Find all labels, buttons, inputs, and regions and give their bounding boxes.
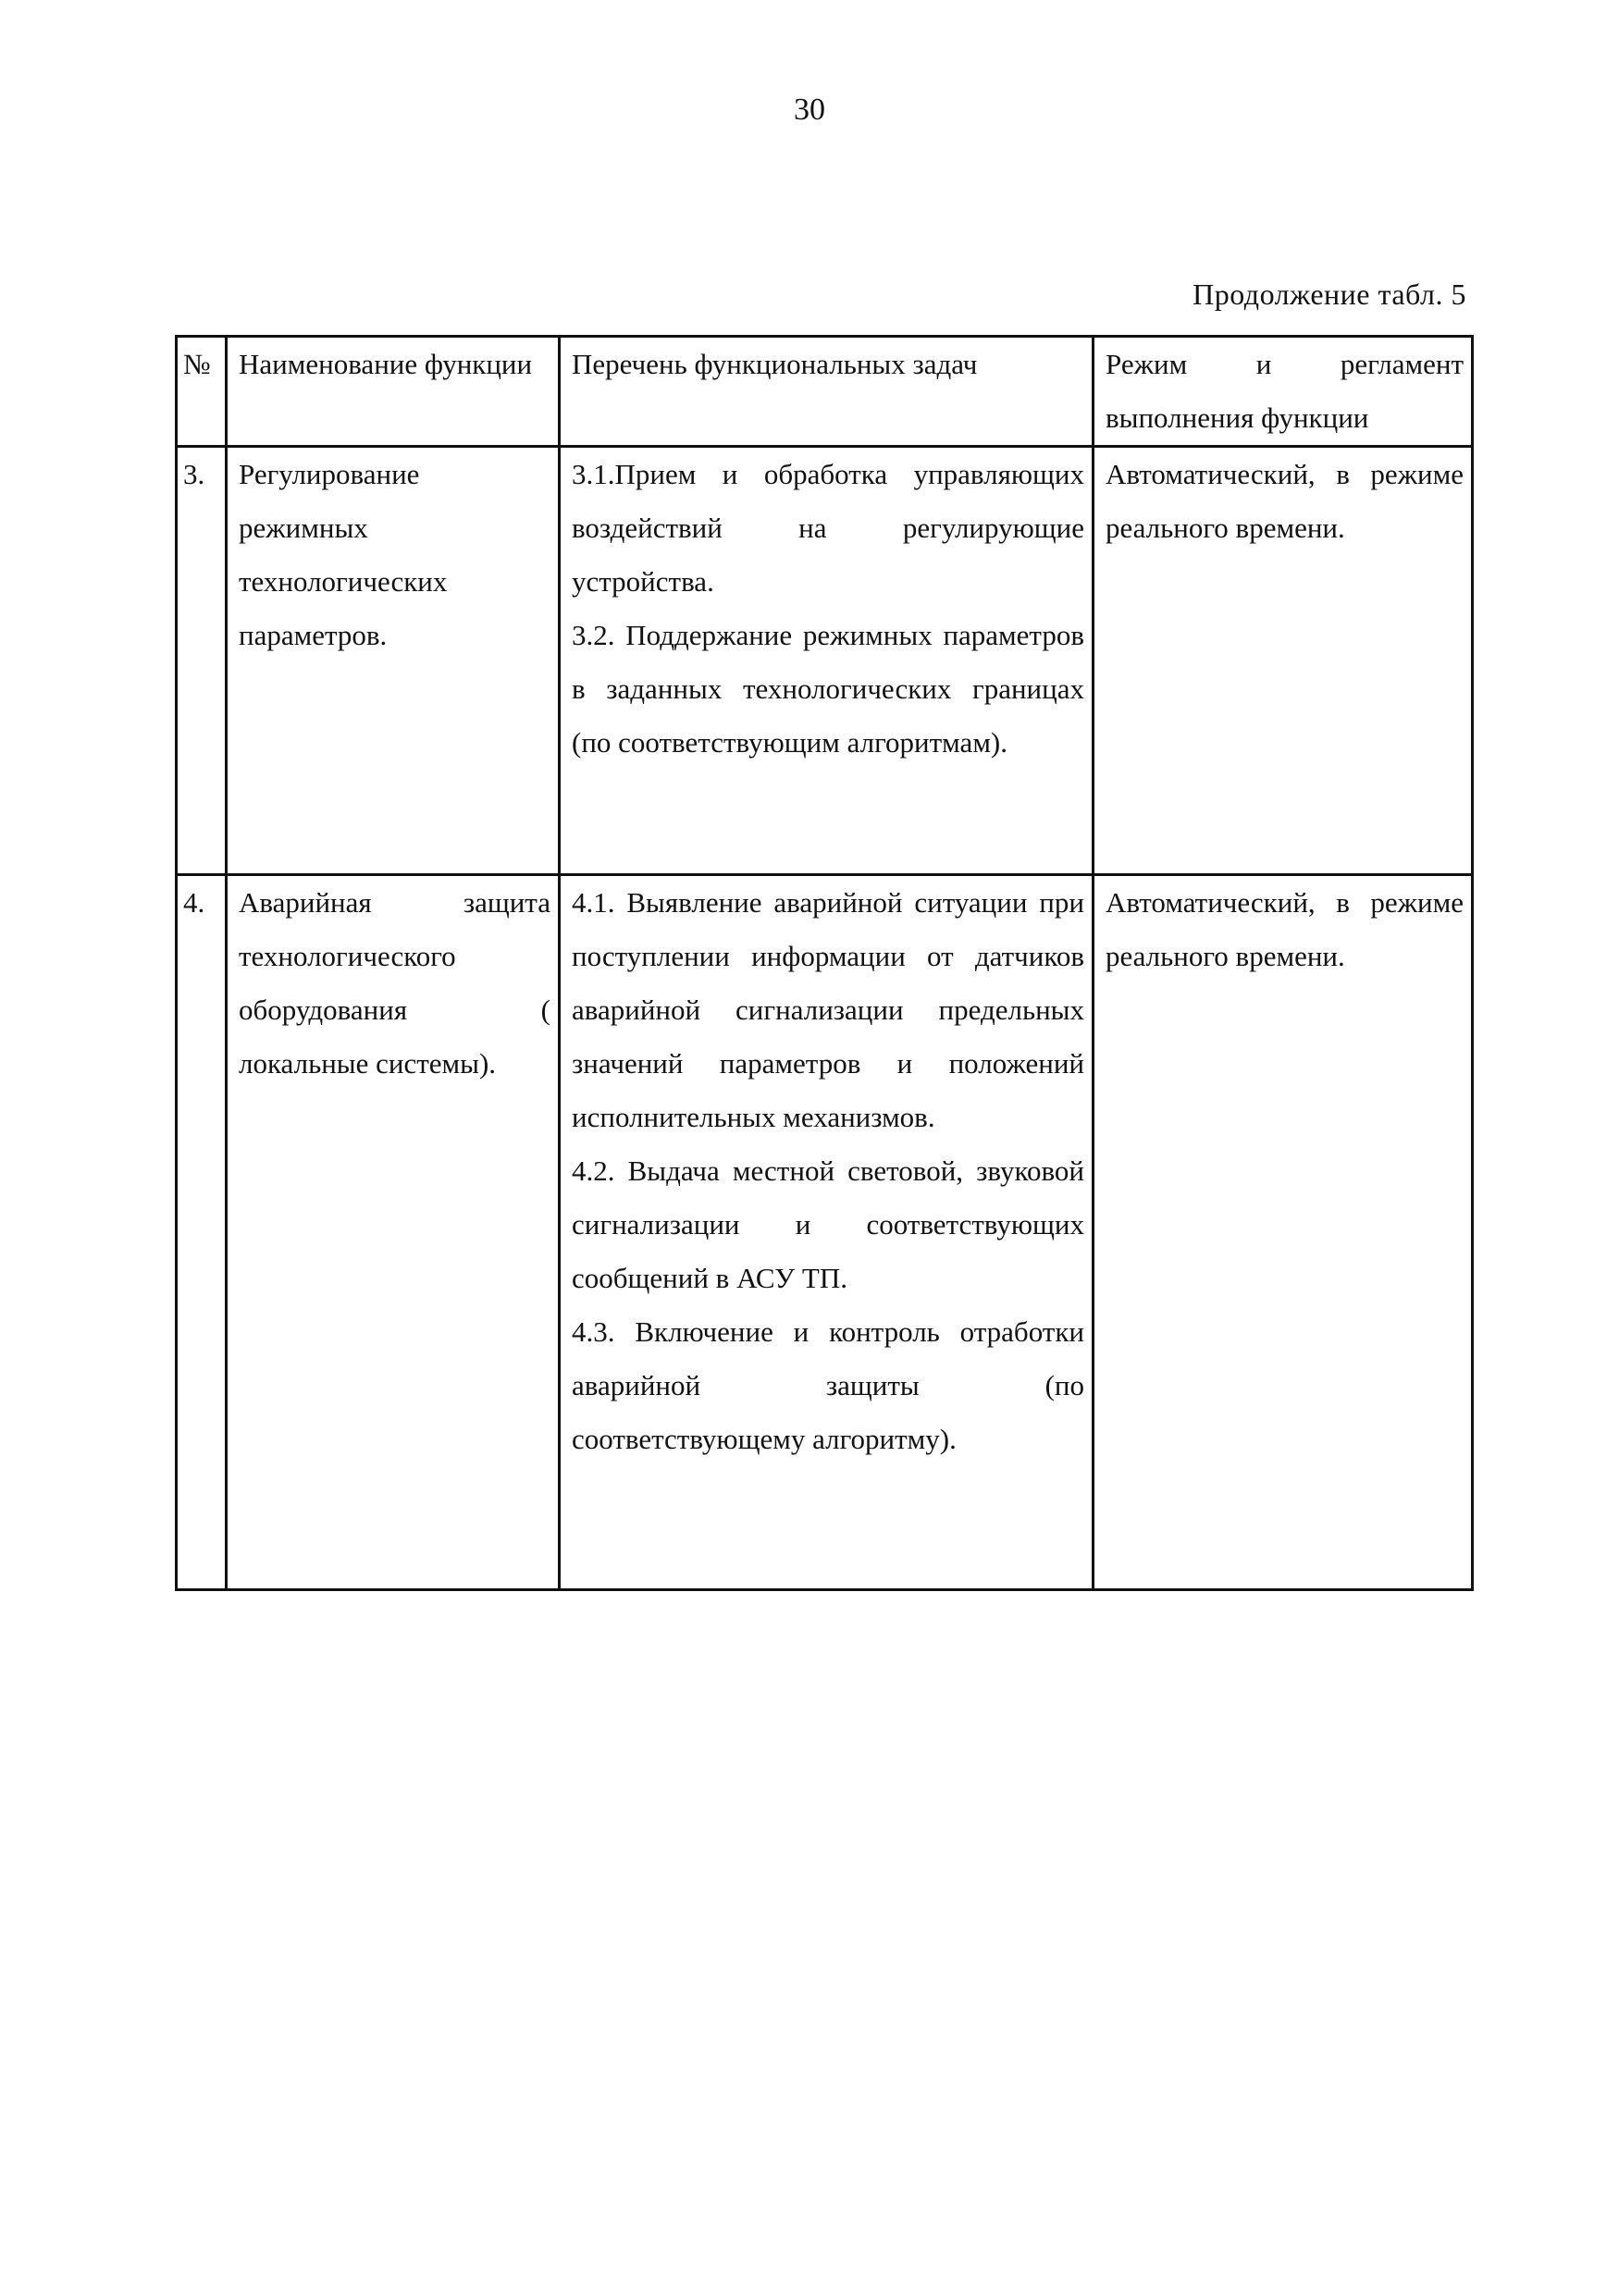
task-list	[560, 447, 1094, 875]
task-list	[560, 875, 1094, 1590]
table-row	[177, 875, 1473, 1590]
header-num: №	[177, 337, 227, 447]
task-item: 4.3. Включение и контроль отработки аварийной защиты (по соответствующему алгоритму).	[572, 1315, 1084, 1455]
execution-mode: Автоматический, в режиме реального времени.	[1094, 447, 1473, 875]
task-item: 3.2. Поддержание режимных параметров в заданных технологических границах (по соответствующим алгоритмам).	[572, 619, 1084, 759]
table-row	[177, 447, 1473, 875]
row-number: 3.	[177, 447, 227, 875]
function-name: Регулирование режимных технологических параметров.	[227, 447, 560, 875]
task-item: 3.1.Прием и обработка управляющих воздействий на регулирующие устройства.	[572, 458, 1084, 598]
header-tasks: Перечень функциональных задач	[560, 337, 1094, 447]
table-header-row	[177, 337, 1473, 447]
execution-mode: Автоматический, в режиме реального времени.	[1094, 875, 1473, 1590]
page-number: 30	[794, 93, 825, 127]
functions-table	[175, 335, 1474, 1591]
row-number: 4.	[177, 875, 227, 1590]
header-mode: Режим и регламент выполнения функции	[1094, 337, 1473, 447]
task-item: 4.2. Выдача местной световой, звуковой сигнализации и соответствующих сообщений в АСУ ТП.	[572, 1154, 1084, 1294]
table-caption: Продолжение табл. 5	[1193, 278, 1466, 311]
header-name: Наименование функции	[227, 337, 560, 447]
function-name: Аварийная защита технологического оборудования ( локальные системы).	[227, 875, 560, 1590]
task-item: 4.1. Выявление аварийной ситуации при поступлении информации от датчиков аварийной сигнализации предельных значений параметров и положений исполнительных механизмов.	[572, 886, 1084, 1133]
